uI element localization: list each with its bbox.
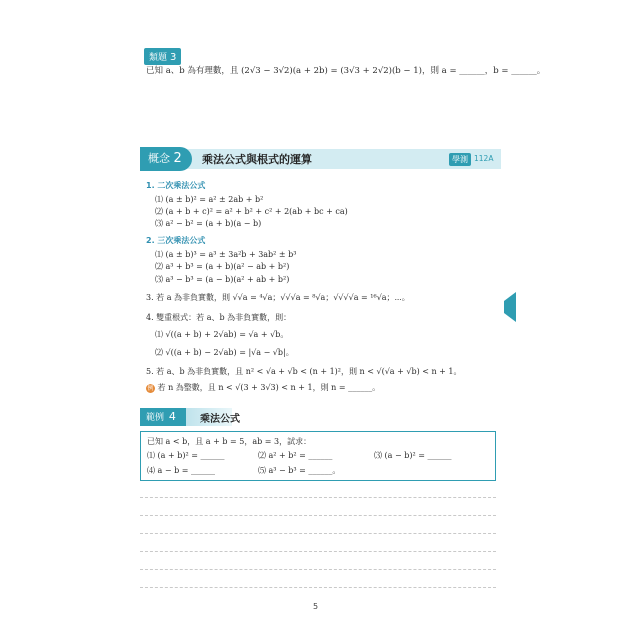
section1-item-1: ⑴ (a ± b)² = a² ± 2ab + b² xyxy=(155,195,264,204)
answer-line xyxy=(140,497,496,498)
section4-item-2: ⑵ √((a + b) − 2√ab) = |√a − √b|。 xyxy=(155,348,294,357)
answer-line xyxy=(140,587,496,588)
answer-line xyxy=(140,533,496,534)
section5-tip-text: 若 n 為整數，且 n < √(3 + 3√3) < n + 1，則 n = ______。 xyxy=(157,383,381,392)
section4-title: 4. 雙重根式：若 a、b 為非負實數，則： xyxy=(146,313,292,322)
tip-icon: 例 xyxy=(147,384,154,392)
example4-part-3: ⑶ (a − b)² = ______ xyxy=(374,451,452,460)
section1-title: 1. 二次乘法公式 xyxy=(146,181,206,190)
example4-part-5: ⑸ a³ − b³ = ______。 xyxy=(258,466,341,475)
example4-part-2: ⑵ a² + b² = ______ xyxy=(258,451,333,460)
example3-question: 已知 a、b 為有理數，且 (2√3 − 3√2)(a + 2b) = (3√3 + 2√2)(b − 1)，則 a = ______，b = ______。 xyxy=(146,66,546,76)
example4-part-4: ⑷ a − b = ______ xyxy=(147,466,216,475)
example4-question: 已知 a < b，且 a + b = 5，ab = 3，試求： xyxy=(147,437,312,446)
concept-title: 乘法公式與根式的運算 xyxy=(202,153,312,166)
example4-tag-label: 範例 xyxy=(146,413,165,423)
exam-badge-year: 112A xyxy=(474,154,494,163)
concept-num: 2 xyxy=(173,151,182,166)
section1-item-3: ⑶ a² − b² = (a + b)(a − b) xyxy=(155,219,262,228)
example4-tag xyxy=(146,410,176,423)
section2-item-3: ⑶ a³ − b³ = (a − b)(a² + ab + b²) xyxy=(155,275,290,284)
section2-item-2: ⑵ a³ + b³ = (a + b)(a² − ab + b²) xyxy=(155,262,290,271)
concept-header xyxy=(140,149,501,169)
section3-text: 3. 若 a 為非負實數，則 √√a = ⁴√a；√√√a = ⁸√a；√√√√a = ¹⁶√a；⋯。 xyxy=(146,293,410,302)
section1-item-2: ⑵ (a + b + c)² = a² + b² + c² + 2(ab + bc + ca) xyxy=(155,207,348,216)
example4-tag-num: 4 xyxy=(168,410,176,423)
exam-badge: 學測 xyxy=(449,153,471,166)
example3-tag-num: 3 xyxy=(170,52,177,63)
example3-tag-label: 類題 xyxy=(149,53,168,63)
example4-title: 乘法公式 xyxy=(200,414,240,425)
section2-title: 2. 三次乘法公式 xyxy=(146,236,206,245)
example4-part-1: ⑴ (a + b)² = ______ xyxy=(147,451,225,460)
section5-text: 5. 若 a、b 為非負實數，且 n² < √a + √b < (n + 1)²，則 n < √(√a + √b) < n + 1。 xyxy=(146,367,462,376)
chapter-edge-tab xyxy=(504,292,516,322)
answer-line xyxy=(140,569,496,570)
answer-line xyxy=(140,551,496,552)
page-number: 5 xyxy=(313,602,319,611)
section5-tip xyxy=(146,383,380,393)
answer-line xyxy=(140,515,496,516)
concept-label: 概念 xyxy=(148,152,170,165)
concept-tag xyxy=(140,147,192,171)
section2-item-1: ⑴ (a ± b)³ = a³ ± 3a²b + 3ab² ± b³ xyxy=(155,250,297,259)
section4-item-1: ⑴ √((a + b) + 2√ab) = √a + √b。 xyxy=(155,330,289,339)
example3-tag xyxy=(144,48,181,65)
